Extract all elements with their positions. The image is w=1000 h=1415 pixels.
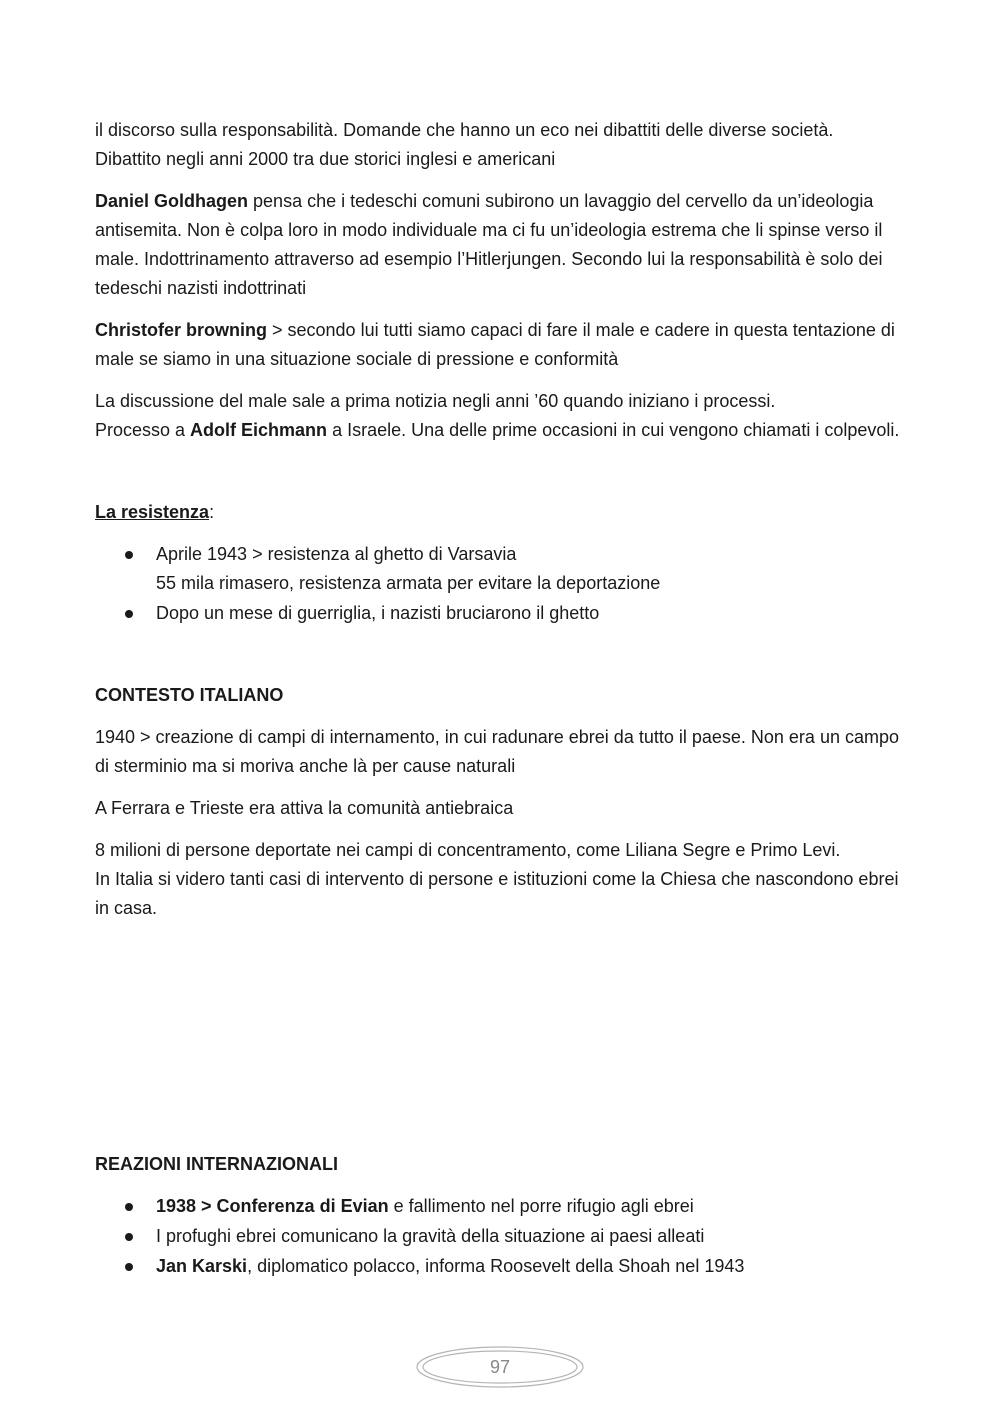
paragraph-text: > secondo lui tutti siamo capaci di fare il male e cadere in questa tentazione di male se siamo in una situazione sociale di pressione e conformità [95, 320, 895, 369]
name-browning: Christofer browning [95, 320, 267, 340]
heading-colon: : [209, 502, 215, 522]
list-item [95, 599, 907, 628]
list-item [95, 1222, 907, 1251]
paragraph-text: Dibattito negli anni 2000 tra due storici inglesi e americani [95, 149, 556, 169]
paragraph-goldhagen [95, 187, 907, 303]
paragraph-ferrara: A Ferrara e Trieste era attiva la comunità antiebraica [95, 798, 514, 818]
list-reazioni [95, 1192, 907, 1281]
paragraph-text: La discussione del male sale a prima notizia negli anni ’60 quando iniziano i processi. [95, 391, 776, 411]
paragraph-text: 8 milioni di persone deportate nei campi di concentramento, come Liliana Segre e Primo Levi. [95, 840, 841, 860]
name-goldhagen: Daniel Goldhagen [95, 191, 249, 211]
heading-resistenza-text: La resistenza [95, 502, 210, 522]
paragraph-campi: 1940 > creazione di campi di internamento, in cui radunare ebrei da tutto il paese. Non era un campo di sterminio ma si moriva anche là per cause naturali [95, 727, 899, 776]
heading-reazioni-internazionali: REAZIONI INTERNAZIONALI [95, 1154, 338, 1174]
paragraph-text: In Italia si videro tanti casi di intervento di persone e istituzioni come la Chiesa che nascondono ebrei in casa. [95, 869, 899, 918]
bullet-icon [125, 1203, 133, 1211]
bullet-icon [125, 1263, 133, 1271]
document-page [95, 116, 907, 1294]
paragraph-responsabilita [95, 116, 907, 174]
list-resistenza [95, 540, 907, 628]
heading-contesto-italiano: CONTESTO ITALIANO [95, 685, 284, 705]
list-item [95, 1252, 907, 1281]
paragraph-text: pensa che i tedeschi comuni subirono un lavaggio del cervello da un’ideologia antisemita. Non è colpa loro in modo individuale ma ci fu un’ideologia estrema che li spinse verso il male. Indottrinamento attraverso ad esempio l’Hitlerjungen. Secondo lui la responsabilità è solo dei tedeschi nazisti indottrinati [95, 191, 883, 298]
list-item-text: 55 mila rimasero, resistenza armata per evitare la deportazione [156, 573, 661, 593]
bullet-icon [125, 551, 133, 559]
page-number-footer [415, 1345, 585, 1389]
list-item-bold: Jan Karski [156, 1256, 248, 1276]
paragraph-text: a Israele. Una delle prime occasioni in cui vengono chiamati i colpevoli. [327, 420, 900, 440]
paragraph-deportati [95, 836, 907, 923]
list-item-text: e fallimento nel porre rifugio agli ebrei [388, 1196, 694, 1216]
list-item [95, 1192, 907, 1221]
heading-resistenza [95, 498, 907, 527]
list-item-text: , diplomatico polacco, informa Roosevelt della Shoah nel 1943 [247, 1256, 745, 1276]
bullet-icon [125, 610, 133, 618]
list-item-text: I profughi ebrei comunicano la gravità della situazione ai paesi alleati [156, 1226, 705, 1246]
bullet-icon [125, 1233, 133, 1241]
paragraph-text: il discorso sulla responsabilità. Domande che hanno un eco nei dibattiti delle diverse società. [95, 120, 834, 140]
list-item [95, 540, 907, 598]
name-eichmann: Adolf Eichmann [190, 420, 328, 440]
paragraph-browning [95, 316, 907, 374]
list-item-text: Dopo un mese di guerriglia, i nazisti bruciarono il ghetto [156, 603, 600, 623]
list-item-bold: 1938 > Conferenza di Evian [156, 1196, 389, 1216]
page-number: 97 [489, 1357, 511, 1377]
paragraph-text: Processo a [95, 420, 191, 440]
paragraph-eichmann [95, 387, 907, 445]
list-item-text: Aprile 1943 > resistenza al ghetto di Varsavia [156, 544, 517, 564]
